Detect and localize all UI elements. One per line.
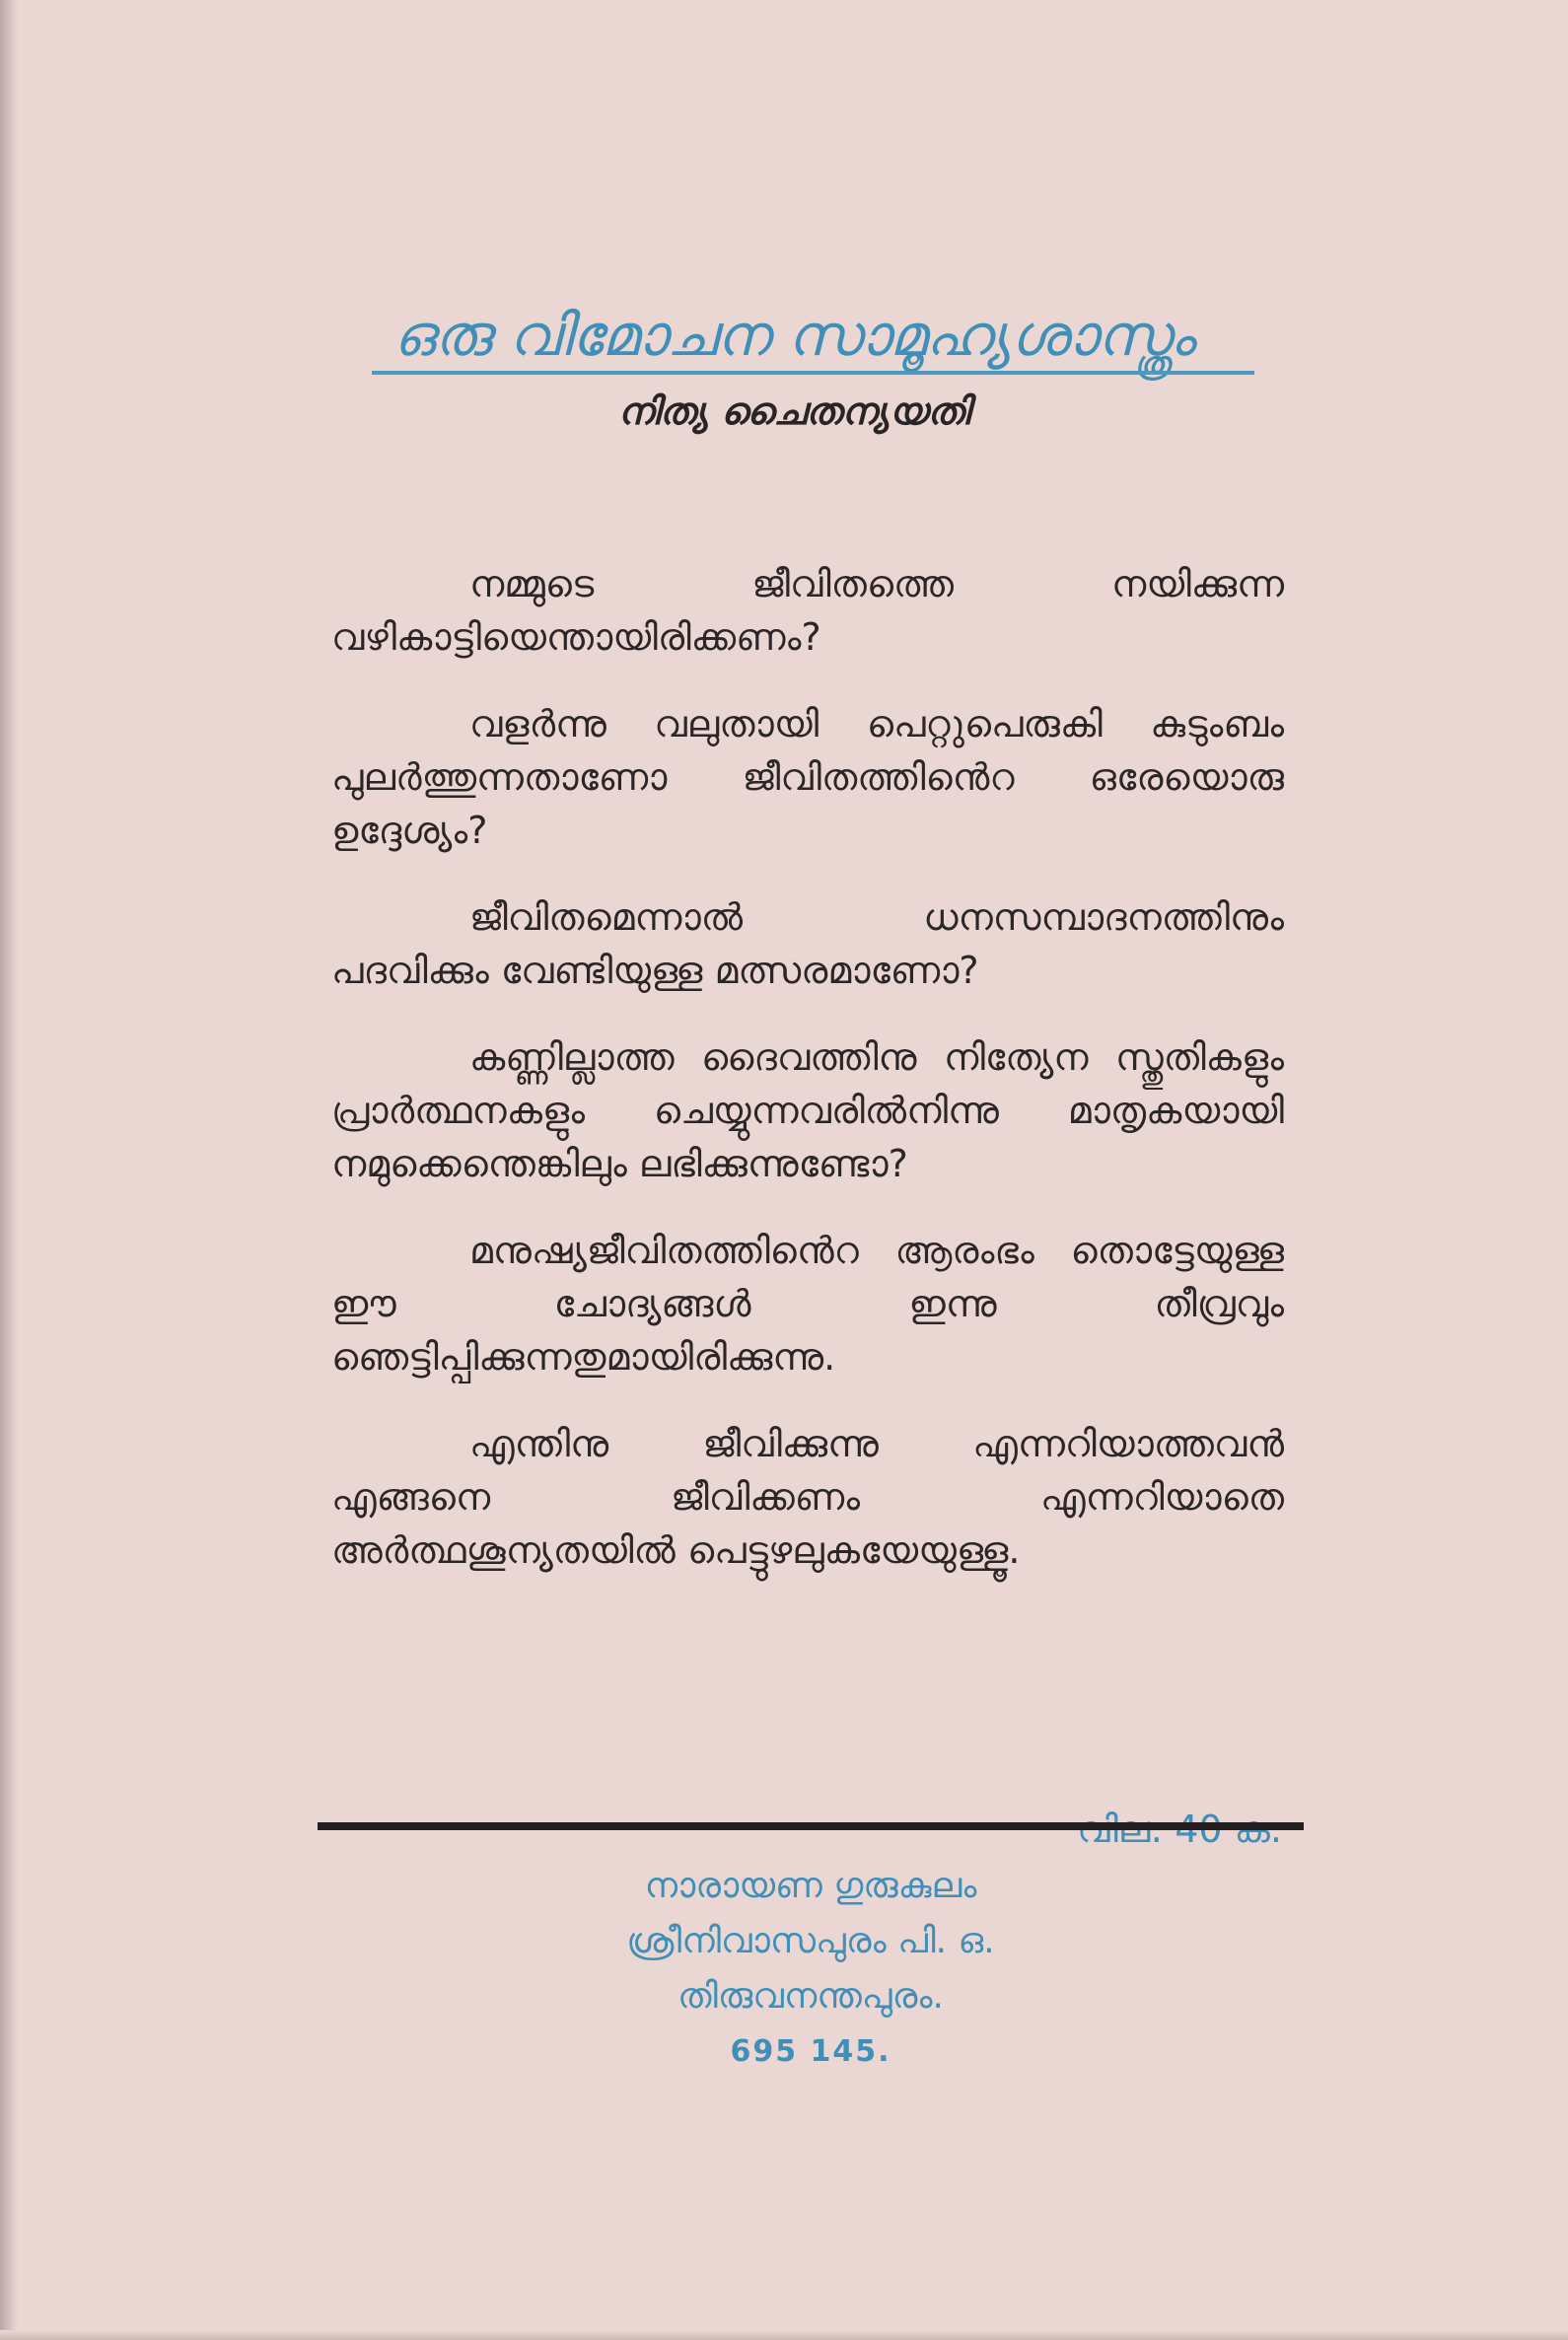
blurb-paragraph-2: വളർന്നു വലുതായി പെറ്റുപെരുകി കുടുംബം പുലർത്തുന്നതാണോ ജീവിതത്തിൻെറ ഒരേയൊരു ഉദ്ദേശ്യം? xyxy=(331,702,1284,852)
book-spine-edge xyxy=(0,0,18,2340)
page-bottom-edge xyxy=(0,2330,1568,2340)
blurb-text xyxy=(331,557,1284,1610)
blurb-paragraph-3: ജീവിതമെന്നാൽ ധനസമ്പാദനത്തിനും പദവിക്കും വേണ്ടിയുള്ള മത്സരമാണോ? xyxy=(331,895,1284,992)
blurb-paragraph-1: നമ്മുടെ ജീവിതത്തെ നയിക്കുന്ന വഴികാട്ടിയെന്തായിരിക്കണം? xyxy=(331,562,1284,659)
book-title: ഒരു വിമോചന സാമൂഹ്യശാസ്ത്രം xyxy=(392,302,1195,369)
publisher-address-line: ശ്രീനിവാസപുരം പി. ഒ. xyxy=(626,1921,995,1961)
book-author: നിത്യ ചൈതന്യയതി xyxy=(617,390,970,433)
publisher-pincode: 695 145. xyxy=(730,2034,891,2069)
publisher-city: തിരുവനന്തപുരം. xyxy=(677,1976,944,2017)
blurb-paragraph-6: എന്തിനു ജീവിക്കുന്നു എന്നറിയാത്തവൻ എങ്ങനെ ജീവിക്കണം എന്നറിയാതെ അർത്ഥശൂന്യതയിൽ പെട്ടുഴലുകയേയുള്ളൂ. xyxy=(331,1422,1284,1572)
publisher-block xyxy=(318,1859,1304,2080)
publisher-name: നാരായണ ഗുരുകുലം xyxy=(644,1866,977,1906)
blurb-paragraph-5: മനുഷ്യജീവിതത്തിൻെറ ആരംഭം തൊട്ടേയുള്ള ഈ ചോദ്യങ്ങൾ ഇന്നു തീവ്രവും ഞെട്ടിപ്പിക്കുന്നതുമായിരിക്കുന്നു. xyxy=(331,1229,1284,1379)
footer-divider xyxy=(318,1822,1304,1830)
title-underline xyxy=(372,371,1254,375)
blurb-paragraph-4: കണ്ണില്ലാത്ത ദൈവത്തിനു നിത്യേന സ്തുതികളും പ്രാർത്ഥനകളും ചെയ്യുന്നവരിൽനിന്നു മാതൃകയായി നമുക്കെന്തെങ്കിലും ലഭിക്കുന്നുണ്ടോ? xyxy=(331,1035,1284,1185)
